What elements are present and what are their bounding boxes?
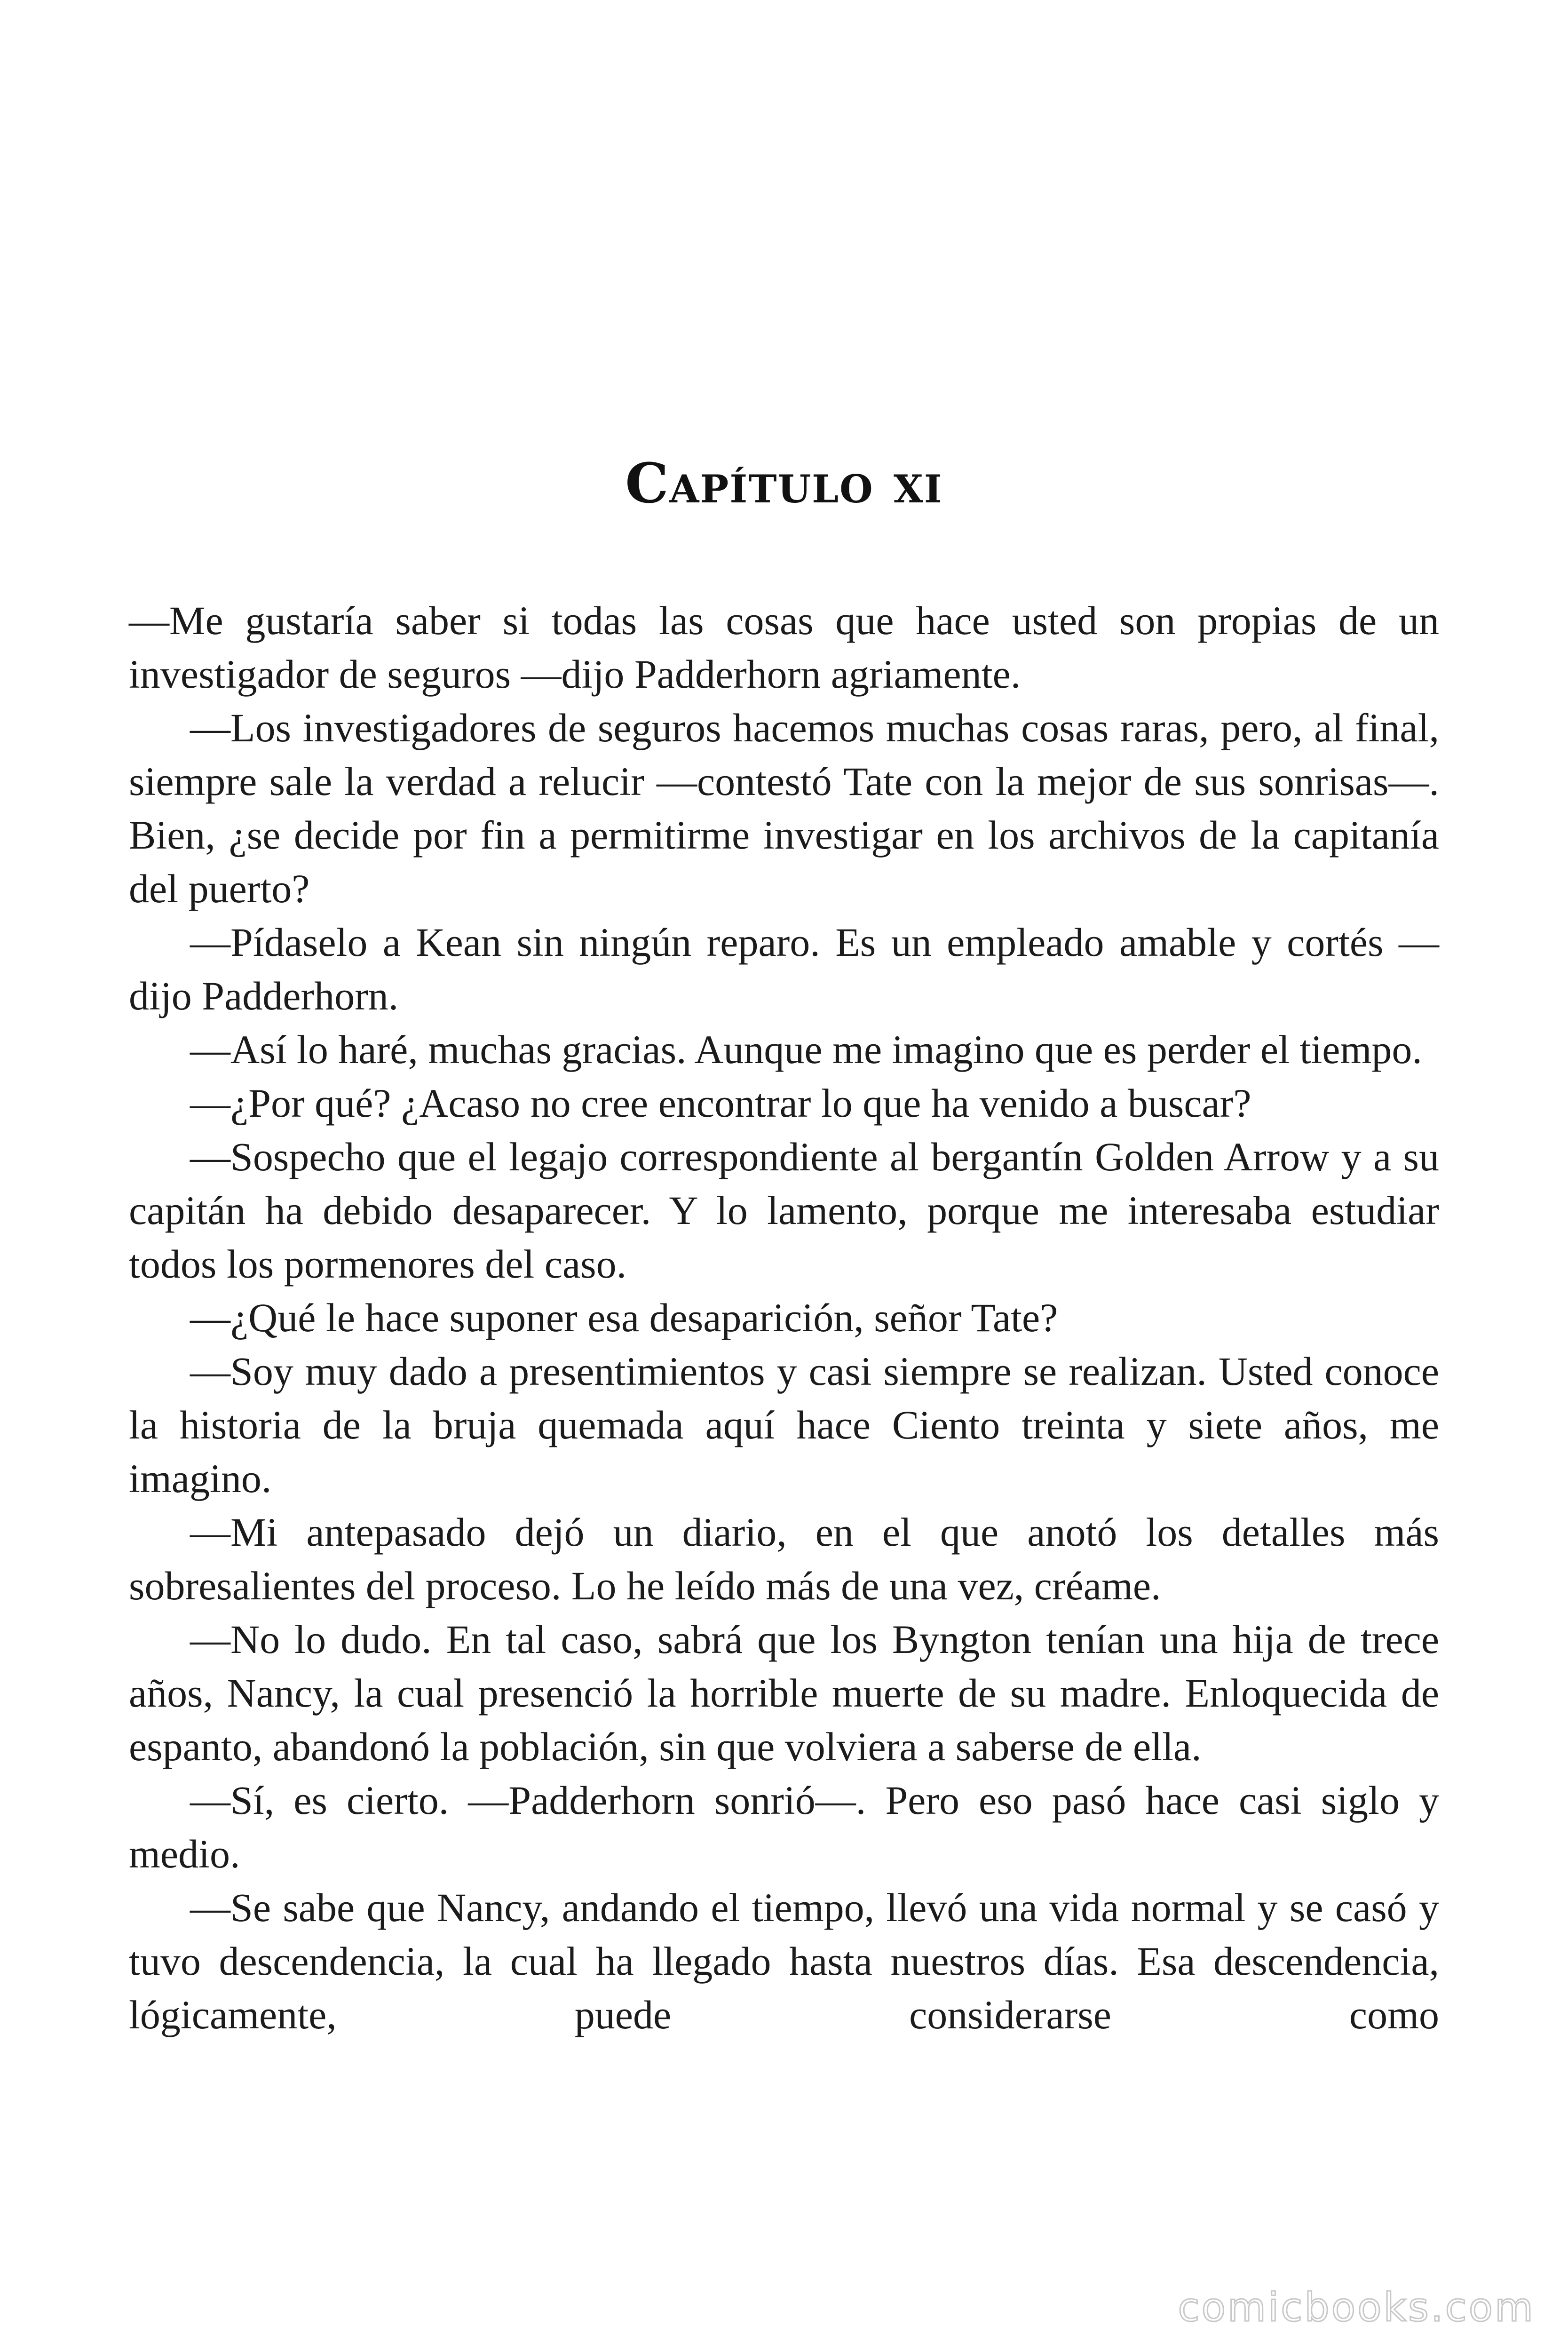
chapter-title: Capítulo xi: [625, 452, 943, 516]
paragraph: —¿Qué le hace suponer esa desaparición, señor Tate?: [190, 1295, 1058, 1340]
paragraph: —Sospecho que el legajo correspondiente al bergantín Golden Arrow y a su capitán ha debido desaparecer. Y lo lamento, porque me interesaba estudiar todos los pormenores del caso.: [129, 1134, 1439, 1287]
paragraph: —Soy muy dado a presentimientos y casi siempre se realizan. Usted conoce la historia de la bruja quemada aquí hace Ciento treinta y siete años, me imagino.: [129, 1349, 1439, 1501]
paragraph: —Pídaselo a Kean sin ningún reparo. Es un empleado amable y cortés —dijo Padderhorn.: [129, 920, 1439, 1018]
watermark-logo: comicbooks.com: [1178, 2284, 1535, 2330]
paragraph: —Me gustaría saber si todas las cosas que hace usted son propias de un investigador de seguros —dijo Padderhorn agriamente.: [129, 598, 1439, 697]
paragraph: —Los investigadores de seguros hacemos muchas cosas raras, pero, al final, siempre sale la verdad a relucir —contestó Tate con la mejor de sus sonrisas—. Bien, ¿se decide por fin a permitirme investigar en los archivos de la capitanía del puerto?: [129, 705, 1439, 911]
paragraph: —Se sabe que Nancy, andando el tiempo, llevó una vida normal y se casó y tuvo descendencia, la cual ha llegado hasta nuestros días. Esa descendencia, lógicamente, puede considerarse como: [129, 1885, 1439, 2037]
chapter-body: [129, 594, 1439, 2042]
paragraph: —Sí, es cierto. —Padderhorn sonrió—. Pero eso pasó hace casi siglo y medio.: [129, 1778, 1439, 1876]
paragraph: —No lo dudo. En tal caso, sabrá que los Byngton tenían una hija de trece años, Nancy, la cual presenció la horrible muerte de su madre. Enloquecida de espanto, abandonó la población, sin que volviera a saberse de ella.: [129, 1617, 1439, 1769]
paragraph: —Así lo haré, muchas gracias. Aunque me imagino que es perder el tiempo.: [190, 1027, 1422, 1072]
paragraph: —¿Por qué? ¿Acaso no cree encontrar lo que ha venido a buscar?: [190, 1081, 1251, 1126]
paragraph: —Mi antepasado dejó un diario, en el que anotó los detalles más sobresalientes del proceso. Lo he leído más de una vez, créame.: [129, 1510, 1439, 1608]
